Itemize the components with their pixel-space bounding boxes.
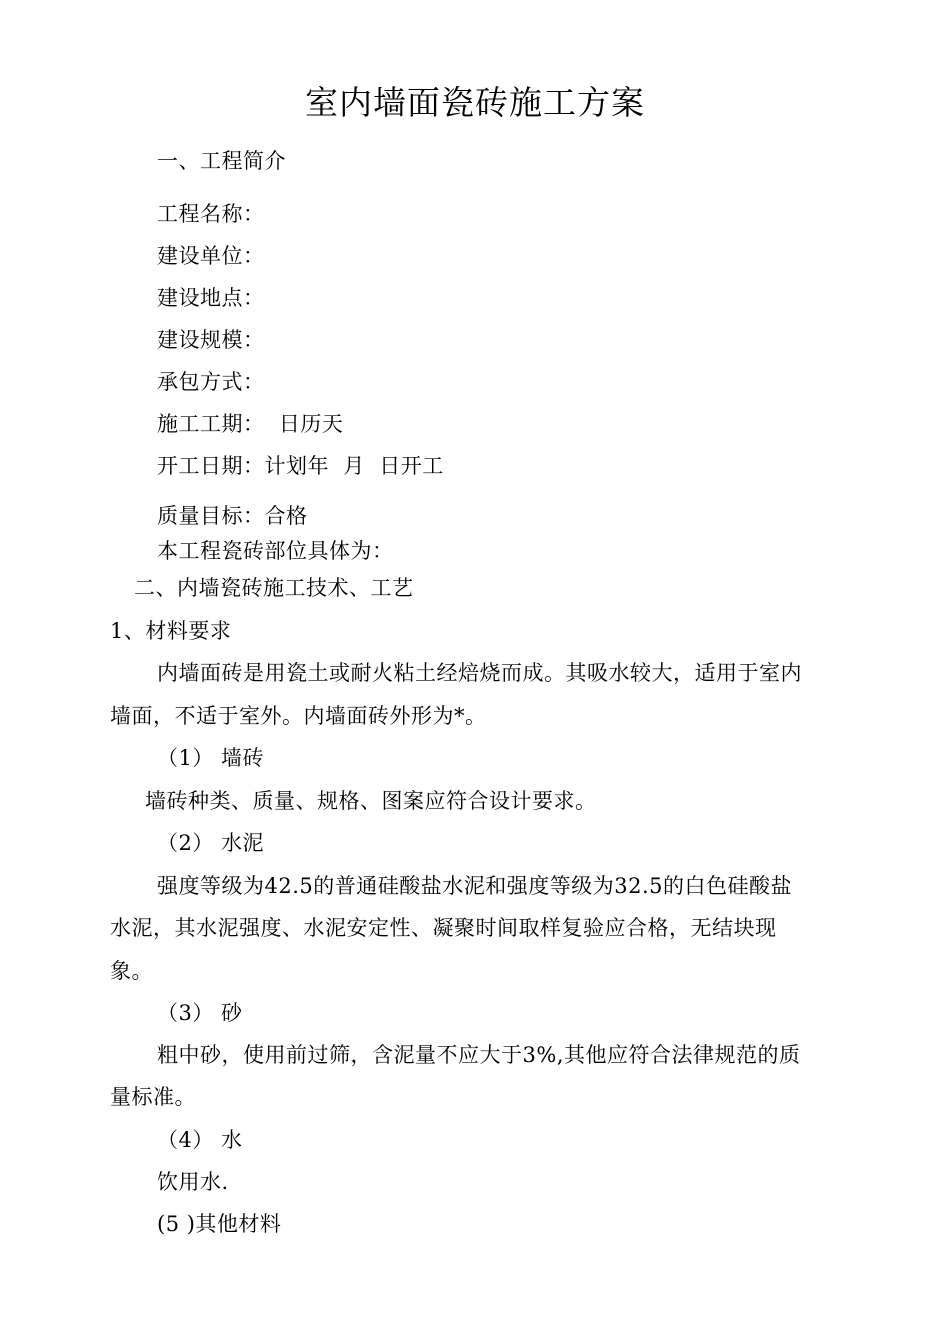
item-label-wall-tile: （1） 墙砖: [157, 746, 265, 770]
section-heading-project-overview: 一、工程简介: [157, 149, 286, 173]
item-text-line: 强度等级为42.5的普通硅酸盐水泥和强度等级为32.5的白色硅酸盐: [157, 874, 793, 898]
paragraph-intro-line: 墙面，不适于室外。内墙面砖外形为*。: [110, 704, 487, 728]
field-construction-site: 建设地点：: [157, 286, 265, 310]
field-project-name: 工程名称：: [157, 202, 265, 226]
item-label-other-materials: (5 )其他材料: [157, 1212, 282, 1236]
item-label-sand: （3） 砂: [157, 1001, 243, 1025]
field-tile-locations: 本工程瓷砖部位具体为：: [157, 539, 394, 563]
item-label-cement: （2） 水泥: [157, 831, 265, 855]
field-construction-scale: 建设规模：: [157, 328, 265, 352]
item-label-water: （4） 水: [157, 1128, 243, 1152]
field-construction-period: 施工工期： 日历天: [157, 412, 344, 436]
field-construction-unit: 建设单位：: [157, 244, 265, 268]
item-text-line: 粗中砂，使用前过筛，含泥量不应大于3%,其他应符合法律规范的质: [157, 1043, 801, 1067]
section-heading-technique: 二、内墙瓷砖施工技术、工艺: [134, 576, 414, 600]
subheading-material-requirements: 1、材料要求: [110, 619, 232, 643]
item-text-line: 象。: [110, 959, 153, 983]
field-contract-method: 承包方式：: [157, 370, 265, 394]
item-text-line: 水泥，其水泥强度、水泥安定性、凝聚时间取样复验应合格，无结块现: [110, 916, 777, 940]
field-quality-target: 质量目标：合格: [157, 504, 308, 528]
item-text-line: 墙砖种类、质量、规格、图案应符合设计要求。: [145, 789, 597, 813]
item-text-line: 饮用水.: [157, 1170, 229, 1194]
paragraph-intro-line: 内墙面砖是用瓷土或耐火粘土经焙烧而成。其吸水较大，适用于室内: [157, 661, 802, 685]
document-title: 室内墙面瓷砖施工方案: [305, 83, 645, 122]
field-start-date: 开工日期：计划年 月 日开工: [157, 454, 444, 478]
item-text-line: 量标准。: [110, 1085, 196, 1109]
